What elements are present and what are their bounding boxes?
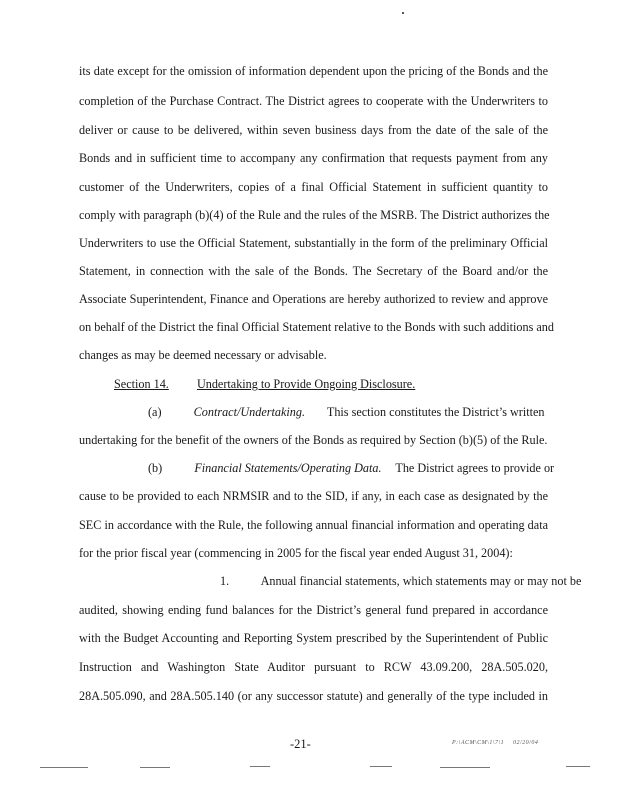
body-line: completion of the Purchase Contract. The District agrees to cooperate with the Underwriters to [79,94,548,108]
section-title: Undertaking to Provide Ongoing Disclosure. [196,377,416,391]
section-number: Section 14. [114,377,169,391]
body-line: Associate Superintendent, Finance and Operations are hereby authorized to review and approve [79,292,548,306]
body-line: Statement, in connection with the sale of the Bonds. The Secretary of the Board and/or the [79,264,548,278]
body-line: comply with paragraph (b)(4) of the Rule and the rules of the MSRB. The District authorizes the [79,208,550,222]
page-number: -21- [290,737,311,751]
footer-file-code: P:\ACM\CM\1\7\1 [452,740,505,746]
body-line: changes as may be deemed necessary or advisable. [79,348,327,362]
body-line: Instruction and Washington State Auditor pursuant to RCW 43.09.200, 28A.505.020, [79,660,548,674]
scan-mark [440,767,490,768]
item-1-text: Annual financial statements, which statements may or may not be [260,574,582,588]
body-line: SEC in accordance with the Rule, the following annual financial information and operating data [79,518,548,532]
para-b-text: The District agrees to provide or [395,461,555,475]
body-line: its date except for the omission of information dependent upon the pricing of the Bonds and the [79,64,548,78]
body-line: customer of the Underwriters, copies of a final Official Statement in sufficient quantity to [79,180,548,194]
body-line: 28A.505.090, and 28A.505.140 (or any successor statute) and generally of the type included in [79,689,548,703]
item-1-first-line [220,574,582,588]
para-a-label: (a) [148,405,162,419]
footer-date: 02/20/04 [513,740,539,746]
scan-mark [370,766,392,767]
section-heading [114,377,548,391]
body-line: undertaking for the benefit of the owners of the Bonds as required by Section (b)(5) of the Rule. [79,433,548,447]
body-line: cause to be provided to each NRMSIR and to the SID, if any, in each case as designated by the [79,489,548,503]
scan-mark [250,766,270,767]
para-a-heading: Contract/Undertaking. [193,405,305,419]
body-line: Underwriters to use the Official Statement, substantially in the form of the preliminary Official [79,236,548,250]
item-1-label: 1. [220,574,230,588]
body-line: on behalf of the District the final Official Statement relative to the Bonds with such additions and [79,320,554,334]
para-b-heading: Financial Statements/Operating Data. [194,461,382,475]
para-a-text: This section constitutes the District’s written [326,405,545,419]
body-line: Bonds and in sufficient time to accompany any confirmation that requests payment from any [79,151,548,165]
scan-mark [40,767,88,768]
para-a-first-line [148,405,548,419]
para-b-label: (b) [148,461,163,475]
body-line: deliver or cause to be delivered, within seven business days from the date of the sale of the [79,123,548,137]
scan-speck [402,12,404,14]
body-line: with the Budget Accounting and Reporting System prescribed by the Superintendent of Public [79,631,548,645]
scan-mark [566,766,590,767]
body-line: for the prior fiscal year (commencing in 2005 for the fiscal year ended August 31, 2004): [79,546,513,560]
body-line: audited, showing ending fund balances for the District’s general fund prepared in accordance [79,603,548,617]
scan-mark [140,767,170,768]
para-b-first-line [148,461,555,475]
